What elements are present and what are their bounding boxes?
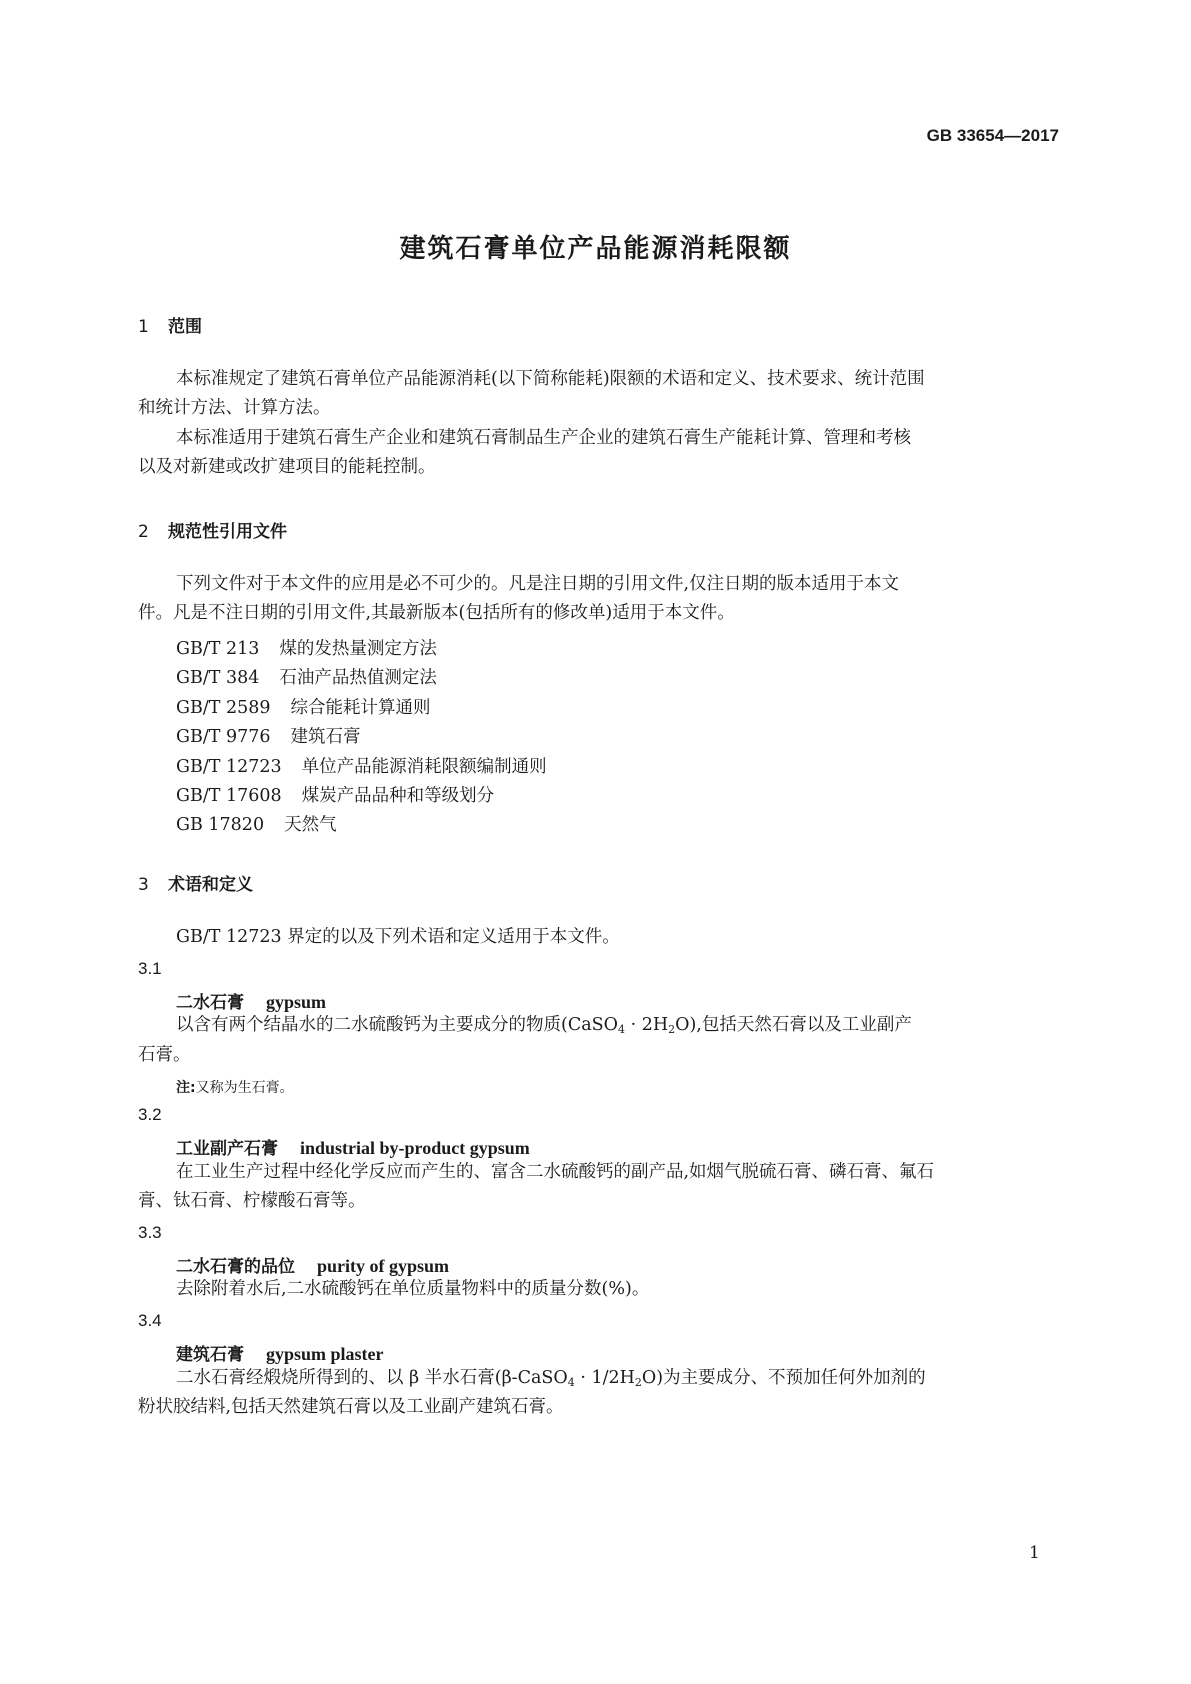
standard-code: GB 33654—2017 [926, 126, 1059, 145]
term-definition-line-2: 粉状胶结料,包括天然建筑石膏以及工业副产建筑石膏。 [138, 1397, 564, 1417]
term-definition-line-2: 石膏。 [138, 1045, 191, 1065]
term-definition-line-2: 膏、钛石膏、柠檬酸石膏等。 [138, 1191, 366, 1211]
term-heading: 建筑石膏 gypsum plaster [176, 1344, 384, 1365]
term-definition-line-1: 以含有两个结晶水的二水硫酸钙为主要成分的物质(CaSO$_4$ · $2H_2O$),包括天然石膏以及工业副产 [176, 1015, 912, 1036]
term-definition-line-1: 二水石膏经煅烧所得到的、以 β 半水石膏(β-CaSO$_4$ · $1/2H_2O$)为主要成分、不预加任何外加剂的 [176, 1368, 926, 1389]
reference-item: GB/T 2589 综合能耗计算通则 [176, 698, 431, 718]
reference-item: GB/T 9776 建筑石膏 [176, 727, 361, 747]
scope-paragraph-2-line-1: 本标准适用于建筑石膏生产企业和建筑石膏制品生产企业的建筑石膏生产能耗计算、管理和考核 [176, 428, 911, 448]
reference-item: GB/T 12723 单位产品能源消耗限额编制通则 [176, 757, 547, 777]
page-number: 1 [1029, 1543, 1040, 1563]
term-number: 3.3 [138, 1223, 162, 1242]
refs-intro-line-2: 件。凡是不注日期的引用文件,其最新版本(包括所有的修改单)适用于本文件。 [138, 603, 735, 623]
scope-paragraph-2-line-2: 以及对新建或改扩建项目的能耗控制。 [138, 457, 436, 477]
scope-paragraph-1-line-1: 本标准规定了建筑石膏单位产品能源消耗(以下简称能耗)限额的术语和定义、技术要求、统计范围 [176, 369, 925, 389]
reference-item: GB 17820 天然气 [176, 815, 337, 835]
scope-paragraph-1-line-2: 和统计方法、计算方法。 [138, 398, 331, 418]
refs-intro-line-1: 下列文件对于本文件的应用是必不可少的。凡是注日期的引用文件,仅注日期的版本适用于本文 [176, 574, 900, 594]
section-heading-terms: 3 术语和定义 [138, 875, 253, 895]
reference-item: GB/T 17608 煤炭产品品种和等级划分 [176, 786, 495, 806]
reference-item: GB/T 213 煤的发热量测定方法 [176, 639, 437, 659]
section-heading-scope: 1 范围 [138, 317, 202, 337]
term-number: 3.4 [138, 1311, 162, 1330]
term-heading: 二水石膏的品位 purity of gypsum [176, 1256, 450, 1277]
term-heading: 二水石膏 gypsum [176, 992, 327, 1013]
section-heading-normative-references: 2 规范性引用文件 [138, 522, 287, 542]
term-number: 3.2 [138, 1105, 162, 1124]
document-title: 建筑石膏单位产品能源消耗限额 [399, 234, 792, 264]
term-definition-line-1: 去除附着水后,二水硫酸钙在单位质量物料中的质量分数(%)。 [176, 1279, 650, 1299]
term-note: 注:又称为生石膏。 [176, 1080, 294, 1096]
terms-intro: GB/T 12723 界定的以及下列术语和定义适用于本文件。 [176, 927, 620, 947]
reference-item: GB/T 384 石油产品热值测定法 [176, 668, 437, 688]
term-number: 3.1 [138, 959, 162, 978]
term-heading: 工业副产石膏 industrial by-product gypsum [176, 1138, 530, 1159]
term-definition-line-1: 在工业生产过程中经化学反应而产生的、富含二水硫酸钙的副产品,如烟气脱硫石膏、磷石膏、氟石 [176, 1162, 935, 1182]
